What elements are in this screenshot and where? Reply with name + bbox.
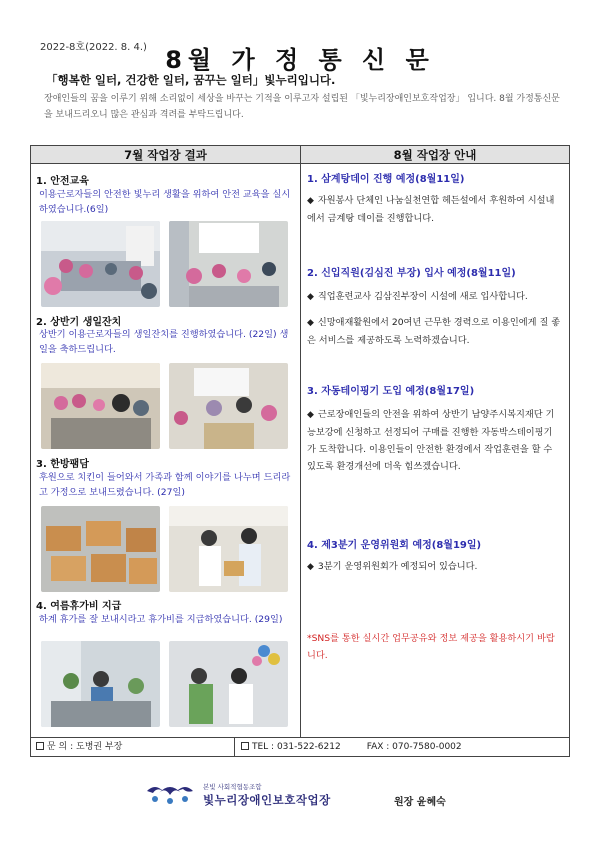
section-text-safety: 이용근로자들의 안전한 빛누리 생활을 위하여 안전 교육을 실시하였습니다.(6일)	[39, 189, 291, 215]
section-text-vacation: 하계 휴가를 잘 보내시라고 휴가비를 지급하였습니다. (29일)	[39, 614, 283, 625]
guide-item: ◆ 3분기 운영위원회가 예정되어 있습니다.	[307, 561, 478, 572]
photo-birthday-1	[41, 363, 160, 449]
photo-chicken-2	[169, 506, 288, 592]
section-text-birthday: 상반기 이용근로자들의 생일잔치를 진행하였습니다. (22일) 생일을 축하드립니다.	[39, 329, 289, 355]
issue-number: 2022-8호(2022. 8. 4.)	[40, 42, 147, 53]
photo-chicken-1	[41, 506, 160, 592]
guide-title-new-staff: 2. 신입직원(김심진 부장) 입사 예정(8월11일)	[307, 268, 516, 279]
august-guide-heading: 8월 작업장 안내	[301, 146, 569, 164]
photo-safety-2	[169, 221, 288, 307]
org-name: 빛누리장애인보호작업장	[203, 793, 331, 807]
contact-numbers: TEL : 031-522-6212 FAX : 070-7580-0002	[241, 738, 462, 757]
contact-person: 문 의 : 도병권 부장	[36, 738, 122, 757]
contact-footer	[31, 737, 569, 756]
sns-note: *SNS를 통한 실시간 업무공유와 정보 제공을 활용하시기 바랍니다.	[307, 633, 555, 661]
guide-item: ◆ 직업훈련교사 김삼진부장이 시설에 새로 입사합니다.	[307, 291, 528, 302]
guide-item: ◆ 신망애재활원에서 20여년 근무한 경력으로 이용인에게 질 좋은 서비스를 제공하도록 노력하겠습니다.	[307, 317, 561, 346]
photo-vacation-2	[169, 641, 288, 727]
guide-item: ◆ 자원봉사 단체인 나눔실천연합 헤든설에서 후원하여 시설내에서 금계탕 데이를 진행합니다.	[307, 195, 555, 224]
guide-title-committee: 4. 제3분기 운영위원회 예정(8월19일)	[307, 540, 482, 551]
july-results-heading: 7월 작업장 결과	[31, 146, 300, 164]
guide-item: ◆ 근로장애인들의 안전을 위하여 상반기 남양주시복지재단 기능보강에 신청하고 선정되어 구매를 진행한 자동박스테이핑기가 도착합니다. 이용인들이 안전한 환경에서 작업훈련을 할 수 있도록 환경개선에 더욱 힘쓰겠습니다.	[307, 409, 555, 472]
section-title-vacation: 4. 여름휴가비 지급	[36, 601, 122, 612]
newsletter-table	[30, 145, 570, 757]
july-results-column	[31, 146, 301, 737]
checkbox-icon	[241, 742, 249, 750]
photo-safety-1	[41, 221, 160, 307]
org-subtitle: 본빛 사회적협동조합	[203, 783, 262, 791]
checkbox-icon	[36, 742, 44, 750]
section-title-birthday: 2. 상반기 생일잔치	[36, 317, 122, 328]
section-title-chicken: 3. 한방팸담	[36, 459, 89, 470]
director-name: 원장 윤혜숙	[394, 797, 446, 808]
section-title-safety: 1. 안전교육	[36, 176, 89, 187]
guide-title-samgyetang: 1. 삼계탕데이 진행 예정(8월11일)	[307, 174, 465, 185]
intro-text: 장애인들의 꿈을 이루기 위해 소리없이 세상을 바꾸는 기적을 이루고자 설립된 「빛누리장애인보호작업장」 입니다. 8월 가정통신문을 보내드리오니 많은 관심과 격려를 부탁드립니다.	[44, 94, 560, 120]
org-logo-icon	[145, 781, 195, 807]
guide-title-taping-machine: 3. 자동테이핑기 도입 예정(8월17일)	[307, 386, 475, 397]
intro-block	[34, 72, 568, 136]
august-guide-column	[301, 146, 569, 737]
section-text-chicken: 후원으로 치킨이 들어와서 가족과 함께 이야기를 나누며 드리라고 가정으로 보내드렸습니다. (27일)	[39, 472, 291, 498]
photo-birthday-2	[169, 363, 288, 449]
photo-vacation-1	[41, 641, 160, 727]
slogan: 「행복한 일터, 건강한 일터, 꿈꾸는 일터」빛누리입니다.	[46, 73, 336, 87]
page-title: 8월 가 정 통 신 문	[165, 46, 435, 74]
